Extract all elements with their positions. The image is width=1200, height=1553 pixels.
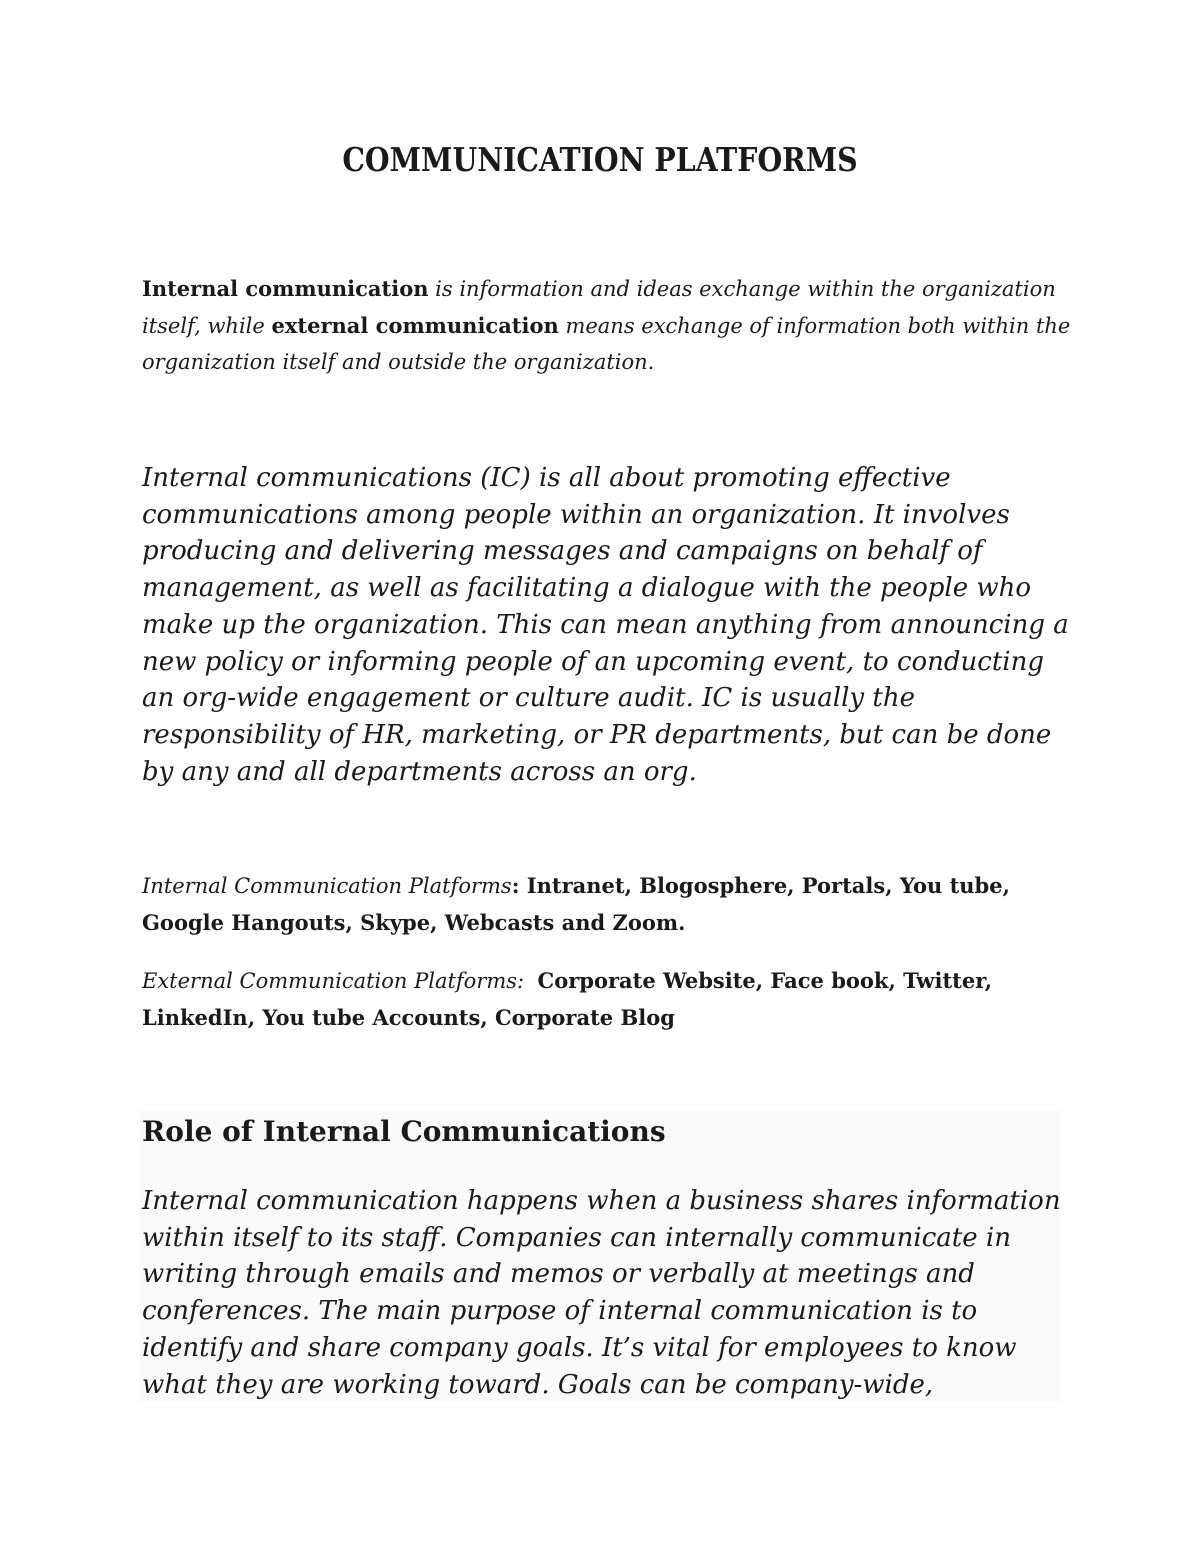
- ic-paragraph: Internal communications (IC) is all about promoting effective communications among people within an organization. It involves producing and delivering messages and campaigns on behalf of management, as well as facilitating a dialogue with the people who make up the organization. This can mean anything from announcing a new policy or informing people of an upcoming event, to conducting an org-wide engagement or culture audit. IC is usually the responsibility of HR, marketing, or PR departments, but can be done by any and all departments across an org.: [142, 463, 1069, 787]
- internal-platforms-paragraph: [142, 868, 1072, 941]
- role-heading: Role of Internal Communications: [142, 1115, 666, 1148]
- external-platforms-paragraph: [142, 963, 1072, 1036]
- external-platforms-list: Corporate Website, Face book, Twitter, LinkedIn, You tube Accounts, Corporate Blog: [142, 968, 993, 1030]
- role-paragraph: Internal communication happens when a business shares information within itself to its staff. Companies can internally communicate in writing through emails and memos or verbally at meetings and conferences. The main purpose of internal communication is to identify and share company goals. It’s vital for employees to know what they are working toward. Goals can be company-wide,: [142, 1186, 1061, 1400]
- external-platforms-separator: [524, 969, 537, 993]
- intro-text-2: means exchange of information both within the organization itself and outside the organization.: [142, 313, 1071, 374]
- internal-communication-term: Internal communication: [142, 276, 429, 301]
- internal-platforms-label: Internal Communication Platforms: [142, 874, 512, 898]
- internal-platforms-list: Intranet, Blogosphere, Portals, You tube, Google Hangouts, Skype, Webcasts and Zoom.: [142, 873, 1010, 935]
- intro-text-1: is information and ideas exchange within the organization itself, while: [142, 277, 1056, 338]
- intro-paragraph: [142, 271, 1072, 381]
- page-title: COMMUNICATION PLATFORMS: [342, 140, 858, 179]
- internal-platforms-separator: :: [511, 873, 527, 898]
- external-communication-term: external communication: [271, 312, 559, 338]
- external-platforms-label: External Communication Platforms:: [142, 969, 525, 993]
